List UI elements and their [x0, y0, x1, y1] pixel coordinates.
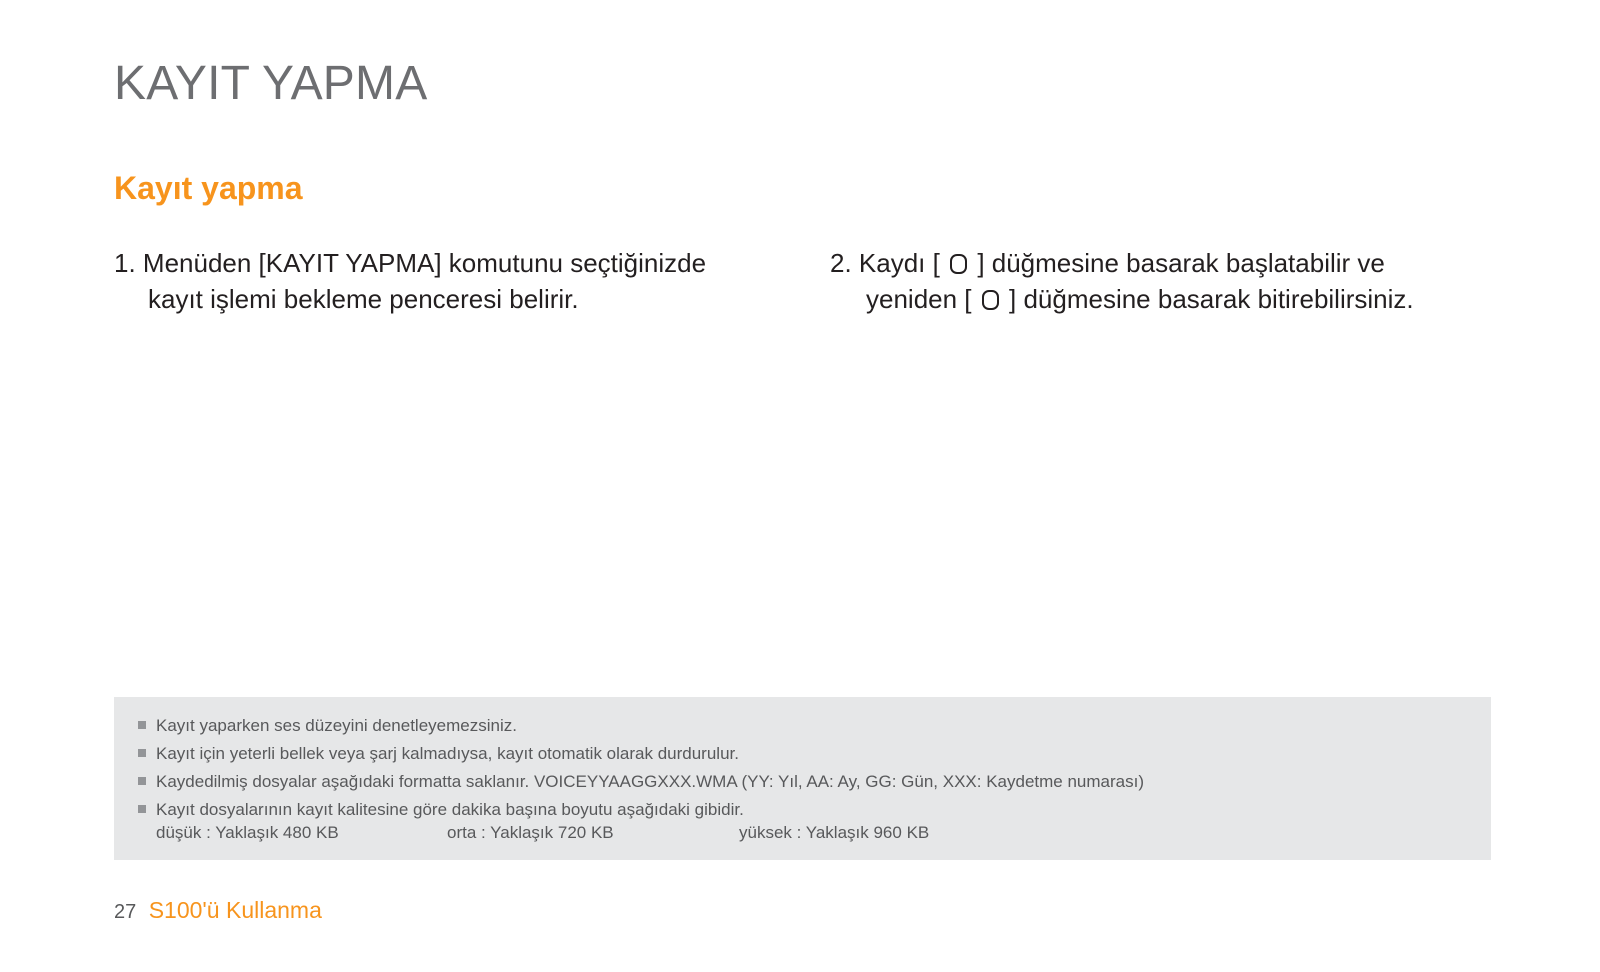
step-1-line-1: 1. Menüden [KAYIT YAPMA] komutunu seçtiğinizde	[114, 248, 707, 278]
note-item	[138, 743, 1467, 764]
step-2-line-1-end: ] düğmesine basarak başlatabilir ve	[977, 248, 1385, 278]
note-text: Kayıt dosyalarının kayıt kalitesine göre dakika başına boyutu aşağıdaki gibidir.	[156, 800, 744, 819]
square-bullet-icon	[138, 777, 146, 785]
square-bullet-icon	[138, 805, 146, 813]
note-text: Kayıt yaparken ses düzeyini denetleyemezsiniz.	[156, 716, 517, 735]
square-bullet-icon	[138, 749, 146, 757]
step-2-line-2-start: yeniden [	[866, 284, 972, 314]
quality-medium: orta : Yaklaşık 720 KB	[447, 823, 614, 842]
page-footer	[114, 897, 322, 924]
quality-high: yüksek : Yaklaşık 960 KB	[739, 823, 930, 842]
step-2-line-1-start: 2. Kaydı [	[830, 248, 940, 278]
notes-box	[114, 697, 1491, 860]
record-button-icon	[950, 254, 967, 274]
step-1	[114, 245, 794, 317]
page-title: KAYIT YAPMA	[114, 57, 428, 110]
step-1-line-2: kayıt işlemi bekleme penceresi belirir.	[148, 284, 579, 314]
note-item	[138, 799, 1467, 843]
quality-low: düşük : Yaklaşık 480 KB	[156, 823, 339, 842]
step-2	[830, 245, 1530, 317]
note-text: Kayıt için yeterli bellek veya şarj kalmadıysa, kayıt otomatik olarak durdurulur.	[156, 744, 739, 763]
note-item	[138, 715, 1467, 736]
step-2-line-1	[830, 245, 1530, 281]
step-2-line-2	[830, 281, 1530, 317]
note-item	[138, 771, 1467, 792]
square-bullet-icon	[138, 721, 146, 729]
note-text: Kaydedilmiş dosyalar aşağıdaki formatta saklanır. VOICEYYAAGGXXX.WMA (YY: Yıl, AA: Ay, GG: Gün, XXX: Kaydetme numarası)	[156, 772, 1144, 791]
step-2-line-2-end: ] düğmesine basarak bitirebilirsiniz.	[1009, 284, 1414, 314]
section-title: Kayıt yapma	[114, 170, 303, 206]
page-number: 27	[114, 901, 137, 923]
record-button-icon	[982, 290, 999, 310]
footer-title: S100'ü Kullanma	[148, 897, 322, 923]
quality-sizes	[156, 822, 1467, 843]
